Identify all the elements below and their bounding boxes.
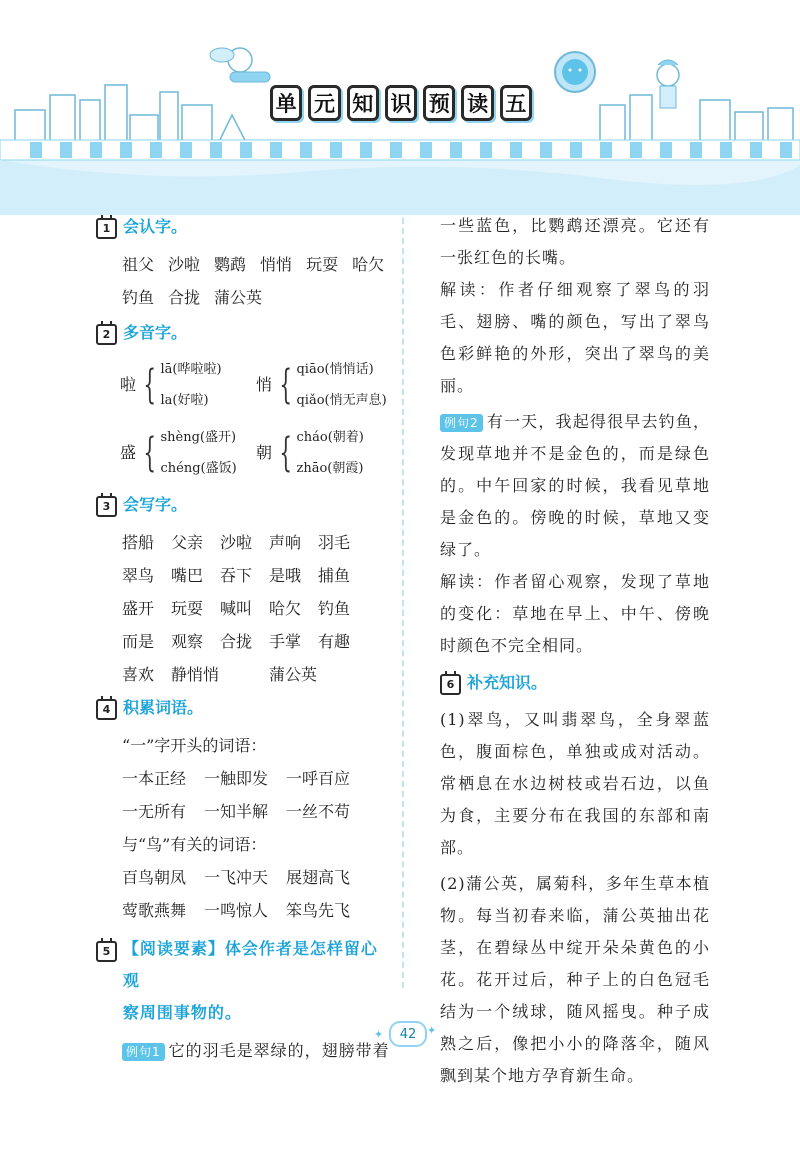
word: 搭船 — [122, 533, 155, 552]
section-title: 补充知识。 — [467, 673, 548, 692]
calendar-number-icon: 5 — [96, 941, 117, 962]
section-3-heading — [96, 490, 392, 520]
word: 沙啦 — [220, 533, 253, 552]
example-text: 它的羽毛是翠绿的，翅膀带着 — [168, 1041, 390, 1060]
idiom: 一丝不苟 — [286, 802, 351, 821]
right-column — [440, 210, 710, 1092]
word: 合拢 — [168, 288, 201, 307]
reading: cháo(朝着) — [296, 430, 364, 445]
vocab-group-1 — [122, 762, 392, 828]
polyphone-row — [120, 354, 392, 416]
write-words-grid — [122, 526, 392, 691]
example-1-continued: 一些蓝色，比鹦鹉还漂亮。它还有一张红色的长嘴。 — [440, 216, 710, 267]
star-icon: ✦ — [374, 1028, 384, 1041]
section-title-cont: 察周围事物的。 — [122, 1003, 242, 1022]
idiom: 一飞冲天 — [204, 868, 269, 887]
idiom: 一触即发 — [204, 769, 269, 788]
word: 嘴巴 — [171, 566, 204, 585]
section-5-heading — [96, 933, 392, 1029]
brace-icon: { — [143, 362, 157, 408]
reading: chéng(盛饭) — [160, 461, 237, 476]
title-char: 识 — [385, 85, 417, 121]
polyphone-item — [120, 354, 256, 416]
polyphone-row — [120, 422, 392, 484]
title-char: 读 — [461, 85, 493, 121]
polyphone-item — [256, 354, 392, 416]
word: 观察 — [171, 632, 204, 651]
vocab-block — [122, 729, 392, 762]
section-6-heading — [440, 668, 710, 698]
example-tag: 例句2 — [440, 414, 483, 432]
idiom: 一知半解 — [204, 802, 269, 821]
title-char: 知 — [347, 85, 379, 121]
word: 钓鱼 — [122, 288, 155, 307]
idiom: 莺歌燕舞 — [122, 901, 187, 920]
idiom: 一无所有 — [122, 802, 187, 821]
title-char: 五 — [500, 85, 532, 121]
brace-icon: { — [279, 362, 293, 408]
reading: qiǎo(悄无声息) — [296, 393, 387, 408]
vocab-group-2 — [122, 861, 392, 927]
section-4-heading — [96, 693, 392, 723]
idiom: 百鸟朝凤 — [122, 868, 187, 887]
polyphone-item — [256, 422, 392, 484]
polyphone-char: 悄 — [256, 375, 273, 394]
calendar-number-icon: 1 — [96, 218, 117, 239]
polyphone-char: 啦 — [120, 375, 137, 394]
title-char: 单 — [270, 85, 302, 121]
example-text: 有一天，我起得很早去钓鱼，发现草地并不是金色的，而是绿色的。中午回家的时候，我看见草地是金色的。傍晚的时候，草地又变绿了。 — [440, 412, 710, 559]
recognize-words-list — [122, 248, 392, 314]
idiom: 一鸣惊人 — [204, 901, 269, 920]
calendar-number-icon: 3 — [96, 496, 117, 517]
vocab-subtitle: 与“鸟”有关的词语： — [122, 835, 267, 854]
calendar-number-icon: 6 — [440, 674, 461, 695]
word: 手掌 — [269, 632, 302, 651]
section-title: 积累词语。 — [123, 698, 204, 717]
word: 盛开 — [122, 599, 155, 618]
sun-decoration — [555, 52, 595, 92]
title-char: 预 — [423, 85, 455, 121]
brace-icon: { — [279, 430, 293, 476]
column-divider — [402, 218, 404, 988]
example-2 — [440, 406, 710, 566]
calendar-number-icon: 4 — [96, 699, 117, 720]
knowledge-paragraph-1: (1)翠鸟，又叫翡翠鸟，全身翠蓝色，腹面棕色，单独或成对活动。常栖息在水边树枝或岩石边，以鱼为食，主要分布在我国的东部和南部。 — [440, 710, 710, 857]
idiom: 笨鸟先飞 — [286, 901, 351, 920]
word: 静悄悄 — [171, 665, 220, 684]
word: 喊叫 — [220, 599, 253, 618]
word: 玩耍 — [306, 255, 339, 274]
example-2-note: 解读：作者留心观察，发现了草地的变化：草地在早上、中午、傍晚时颜色不完全相同。 — [440, 572, 710, 655]
section-title: 多音字。 — [123, 323, 188, 342]
reading: shèng(盛开) — [160, 430, 237, 445]
fairy-right-decoration — [657, 60, 679, 108]
word: 而是 — [122, 632, 155, 651]
brace-icon: { — [143, 430, 157, 476]
idiom: 一呼百应 — [286, 769, 351, 788]
fairy-left-decoration — [210, 48, 270, 82]
star-icon: ✦ — [427, 1024, 437, 1037]
word: 羽毛 — [318, 533, 351, 552]
word: 悄悄 — [260, 255, 293, 274]
section-1-heading — [96, 212, 392, 242]
reading: lā(哗啦啦) — [160, 362, 222, 377]
word: 哈欠 — [352, 255, 385, 274]
page-number: 42 — [389, 1021, 427, 1047]
calendar-number-icon: 2 — [96, 324, 117, 345]
word: 鹦鹉 — [214, 255, 247, 274]
page-title — [270, 82, 532, 124]
reading: zhāo(朝霞) — [296, 461, 364, 476]
word: 吞下 — [220, 566, 253, 585]
header-banner — [0, 0, 800, 215]
section-2-heading — [96, 318, 392, 348]
polyphone-char: 朝 — [256, 443, 273, 462]
example-1-note: 解读：作者仔细观察了翠鸟的羽毛、翅膀、嘴的颜色，写出了翠鸟色彩鲜艳的外形，突出了翠鸟的美丽。 — [440, 280, 710, 395]
example-tag: 例句1 — [122, 1043, 165, 1061]
title-char: 元 — [308, 85, 340, 121]
vocab-subtitle: “一”字开头的词语： — [122, 736, 267, 755]
word: 玩耍 — [171, 599, 204, 618]
word: 蒲公英 — [214, 288, 263, 307]
section-title: 【阅读要素】体会作者是怎样留心观 — [122, 939, 378, 990]
reading: la(好啦) — [160, 393, 209, 408]
section-title: 会写字。 — [123, 495, 188, 514]
word: 捕鱼 — [318, 566, 351, 585]
word: 有趣 — [318, 632, 351, 651]
word: 喜欢 — [122, 665, 155, 684]
vocab-block — [122, 828, 392, 861]
word: 沙啦 — [168, 255, 201, 274]
word: 是哦 — [269, 566, 302, 585]
polyphone-item — [120, 422, 256, 484]
word: 翠鸟 — [122, 566, 155, 585]
polyphone-char: 盛 — [120, 443, 137, 462]
word: 哈欠 — [269, 599, 302, 618]
word: 钓鱼 — [318, 599, 351, 618]
knowledge-paragraph-2: (2)蒲公英，属菊科，多年生草本植物。每当初春来临，蒲公英抽出花茎，在碧绿丛中绽开朵朵黄色的小花。花开过后，种子上的白色冠毛结为一个绒球，随风摇曳。种子成熟之后，像把小小的降落伞，随风飘到某个地方孕育新生命。 — [440, 874, 710, 1085]
section-title: 会认字。 — [123, 217, 188, 236]
left-column — [96, 210, 392, 1067]
word: 父亲 — [171, 533, 204, 552]
word: 蒲公英 — [269, 665, 318, 684]
example-1-start — [122, 1035, 392, 1067]
reading: qiāo(悄悄话) — [296, 362, 374, 377]
word: 合拢 — [220, 632, 253, 651]
word: 祖父 — [122, 255, 155, 274]
idiom: 一本正经 — [122, 769, 187, 788]
word: 声响 — [269, 533, 302, 552]
idiom: 展翅高飞 — [286, 868, 351, 887]
